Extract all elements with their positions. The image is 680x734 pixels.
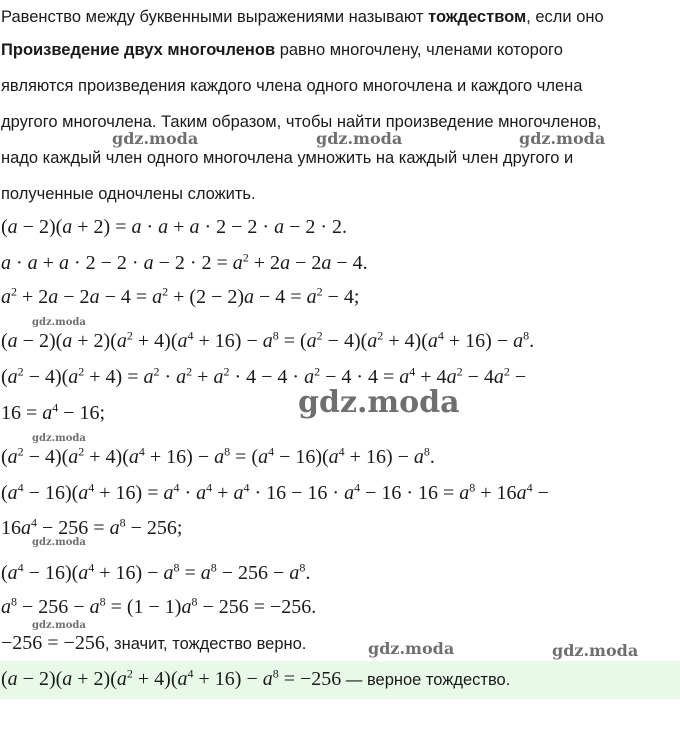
final-conclusion-text: — верное тождество.: [341, 671, 511, 689]
paragraph-line-6: полученные одночлены сложить.: [1, 185, 256, 203]
math-line-12: −256 = −256, значит, тождество верно.: [1, 632, 307, 654]
watermark: gdz.moda: [368, 639, 455, 658]
paragraph-line-2: Произведение двух многочленов равно многочлену, членами которого: [1, 41, 563, 59]
watermark: gdz.moda: [316, 129, 403, 148]
paragraph-line-4: другого многочлена. Таким образом, чтобы найти произведение многочленов,: [1, 113, 602, 131]
watermark: gdz.moda: [32, 537, 86, 548]
conclusion-text: , значит, тождество верно.: [104, 635, 307, 653]
math-line-5: $(a^2 - 4)(a^2 + 4) = a^2 \cdot a^2 + a^2 \cdot 4 - 4 \cdot a^2 - 4 \cdot 4 = a^4 + 4a^2 - 4a^2$ −: [1, 364, 527, 388]
watermark: gdz.moda: [32, 620, 86, 631]
math-line-8: $(a^4 - 16)(a^4 + 16) = a^4 \cdot a^4 + a^4 \cdot 16 - 16 \cdot a^4 - 16 \cdot 16 = a^8 + 16a^4$ −: [1, 480, 549, 504]
watermark: gdz.moda: [112, 129, 199, 148]
math-line-3: $a^2 + 2a - 2a - 4 = a^2 + (2 - 2)a - 4 = a^2 - 4$;: [1, 284, 360, 308]
math-line-2: $a \cdot a + a \cdot 2 - 2 \cdot a - 2 \cdot 2 = a^2 + 2a - 2a - 4$.: [1, 250, 368, 274]
math-line-7: $(a^2 - 4)(a^2 + 4)(a^4 + 16) - a^8 = (a^4 - 16)(a^4 + 16) - a^8$.: [1, 444, 435, 468]
paragraph-line-1: Равенство между буквенными выражениями называют тождеством, если оно: [1, 8, 604, 26]
watermark: gdz.moda: [552, 641, 639, 660]
paragraph-line-5: надо каждый член одного многочлена умножить на каждый член другого и: [1, 149, 574, 167]
watermark: gdz.moda: [32, 433, 86, 444]
math-line-13: $(a - 2)(a + 2)(a^2 + 4)(a^4 + 16) - a^8 = -256$ — верное тождество.: [1, 666, 511, 690]
math-line-4: $(a - 2)(a + 2)(a^2 + 4)(a^4 + 16) - a^8 = (a^2 - 4)(a^2 + 4)(a^4 + 16) - a^8$.: [1, 328, 535, 352]
math-line-1: (a − 2)(a + 2) = a · a + a · 2 − 2 · a − 2 · 2.: [1, 216, 348, 238]
math-line-10: $(a^4 - 16)(a^4 + 16) - a^8 = a^8 - 256 - a^8$.: [1, 560, 311, 584]
math-line-9: $16a^4 - 256 = a^8 - 256$;: [1, 515, 183, 539]
math-line-6: $16 = a^4 - 16$;: [1, 400, 106, 424]
watermark: gdz.moda: [519, 129, 606, 148]
math-line-11: $a^8 - 256 - a^8 = (1 - 1)a^8 - 256 = -256$.: [1, 594, 317, 618]
watermark: gdz.moda: [32, 317, 86, 328]
watermark-large: gdz.moda: [298, 385, 460, 420]
paragraph-line-3: являются произведения каждого члена одного многочлена и каждого члена: [1, 77, 583, 95]
